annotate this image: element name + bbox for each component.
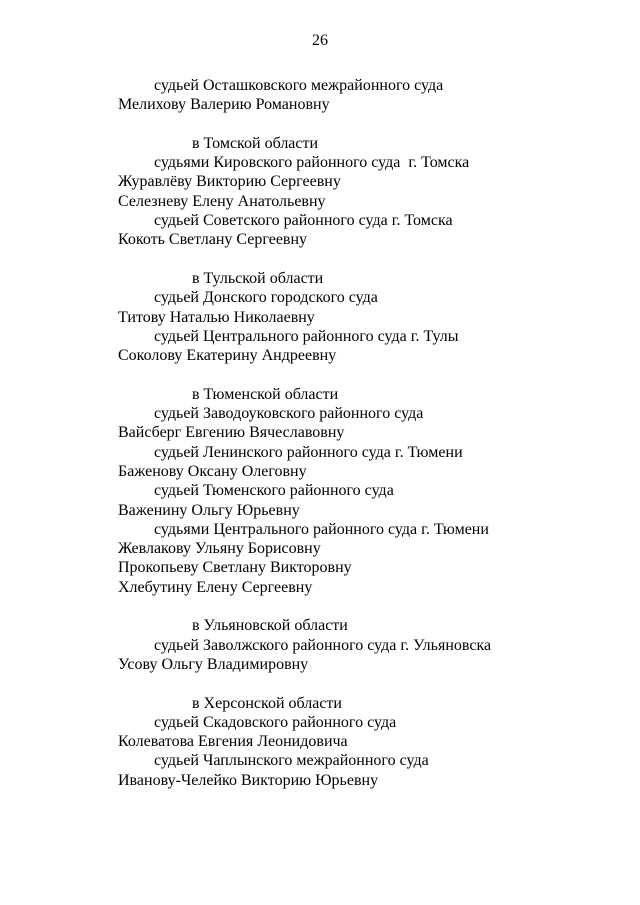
document-body [118, 76, 618, 790]
paragraph-gap [118, 597, 618, 616]
judge-name: Важенину Ольгу Юрьевну [118, 501, 300, 519]
court-position-line: судьей Ленинского районного суда г. Тюмени [154, 443, 463, 461]
judge-name: Вайсберг Евгению Вячеславовну [118, 424, 345, 442]
paragraph-gap [118, 674, 618, 693]
judge-name: Кокоть Светлану Сергеевну [118, 231, 308, 249]
paragraph-gap [118, 250, 618, 269]
region-heading: в Херсонской области [192, 694, 342, 712]
court-position-line: судьей Советского районного суда г. Томска [154, 212, 453, 230]
court-position-line: судьей Скадовского районного суда [154, 713, 397, 731]
court-position-line: судьей Осташковского межрайонного суда [154, 77, 444, 94]
judge-name: Селезневу Елену Анатольевну [118, 192, 326, 210]
paragraph-gap [118, 365, 618, 384]
court-position-line: судьей Тюменского районного суда [154, 482, 394, 500]
judge-name: Усову Ольгу Владимировну [118, 655, 309, 673]
region-heading: в Томской области [192, 134, 319, 152]
judge-name: Колеватова Евгения Леонидовича [118, 733, 348, 751]
court-position-line: судьями Кировского районного суда г. Томска [154, 154, 470, 172]
court-position-line: судьей Центрального районного суда г. Тулы [154, 327, 459, 345]
region-heading: в Ульяновской области [192, 617, 348, 635]
judge-name: Мелихову Валерию Романовну [118, 96, 330, 114]
page-number: 26 [312, 32, 328, 49]
judge-name: Соколову Екатерину Андреевну [118, 347, 337, 365]
court-position-line: судьей Чаплынского межрайонного суда [154, 752, 429, 770]
judge-name: Прокопьеву Светлану Викторовну [118, 559, 352, 577]
court-position-line: судьей Заволжского районного суда г. Ульяновска [154, 636, 492, 654]
judge-name: Иванову-Челейко Викторию Юрьевну [118, 771, 379, 789]
region-heading: в Тюменской области [192, 385, 339, 403]
court-position-line: судьями Центрального районного суда г. Тюмени [154, 520, 489, 538]
court-position-line: судьей Заводоуковского районного суда [154, 405, 424, 423]
judge-name: Журавлёву Викторию Сергеевну [118, 173, 341, 191]
judge-name: Баженову Оксану Олеговну [118, 462, 307, 480]
paragraph-gap [118, 115, 618, 134]
court-position-line: судьей Донского городского суда [154, 289, 378, 307]
judge-name: Хлебутину Елену Сергеевну [118, 578, 313, 596]
judge-name: Жевлакову Ульяну Борисовну [118, 540, 321, 558]
region-heading: в Тульской области [192, 269, 324, 287]
judge-name: Титову Наталью Николаевну [118, 308, 315, 326]
